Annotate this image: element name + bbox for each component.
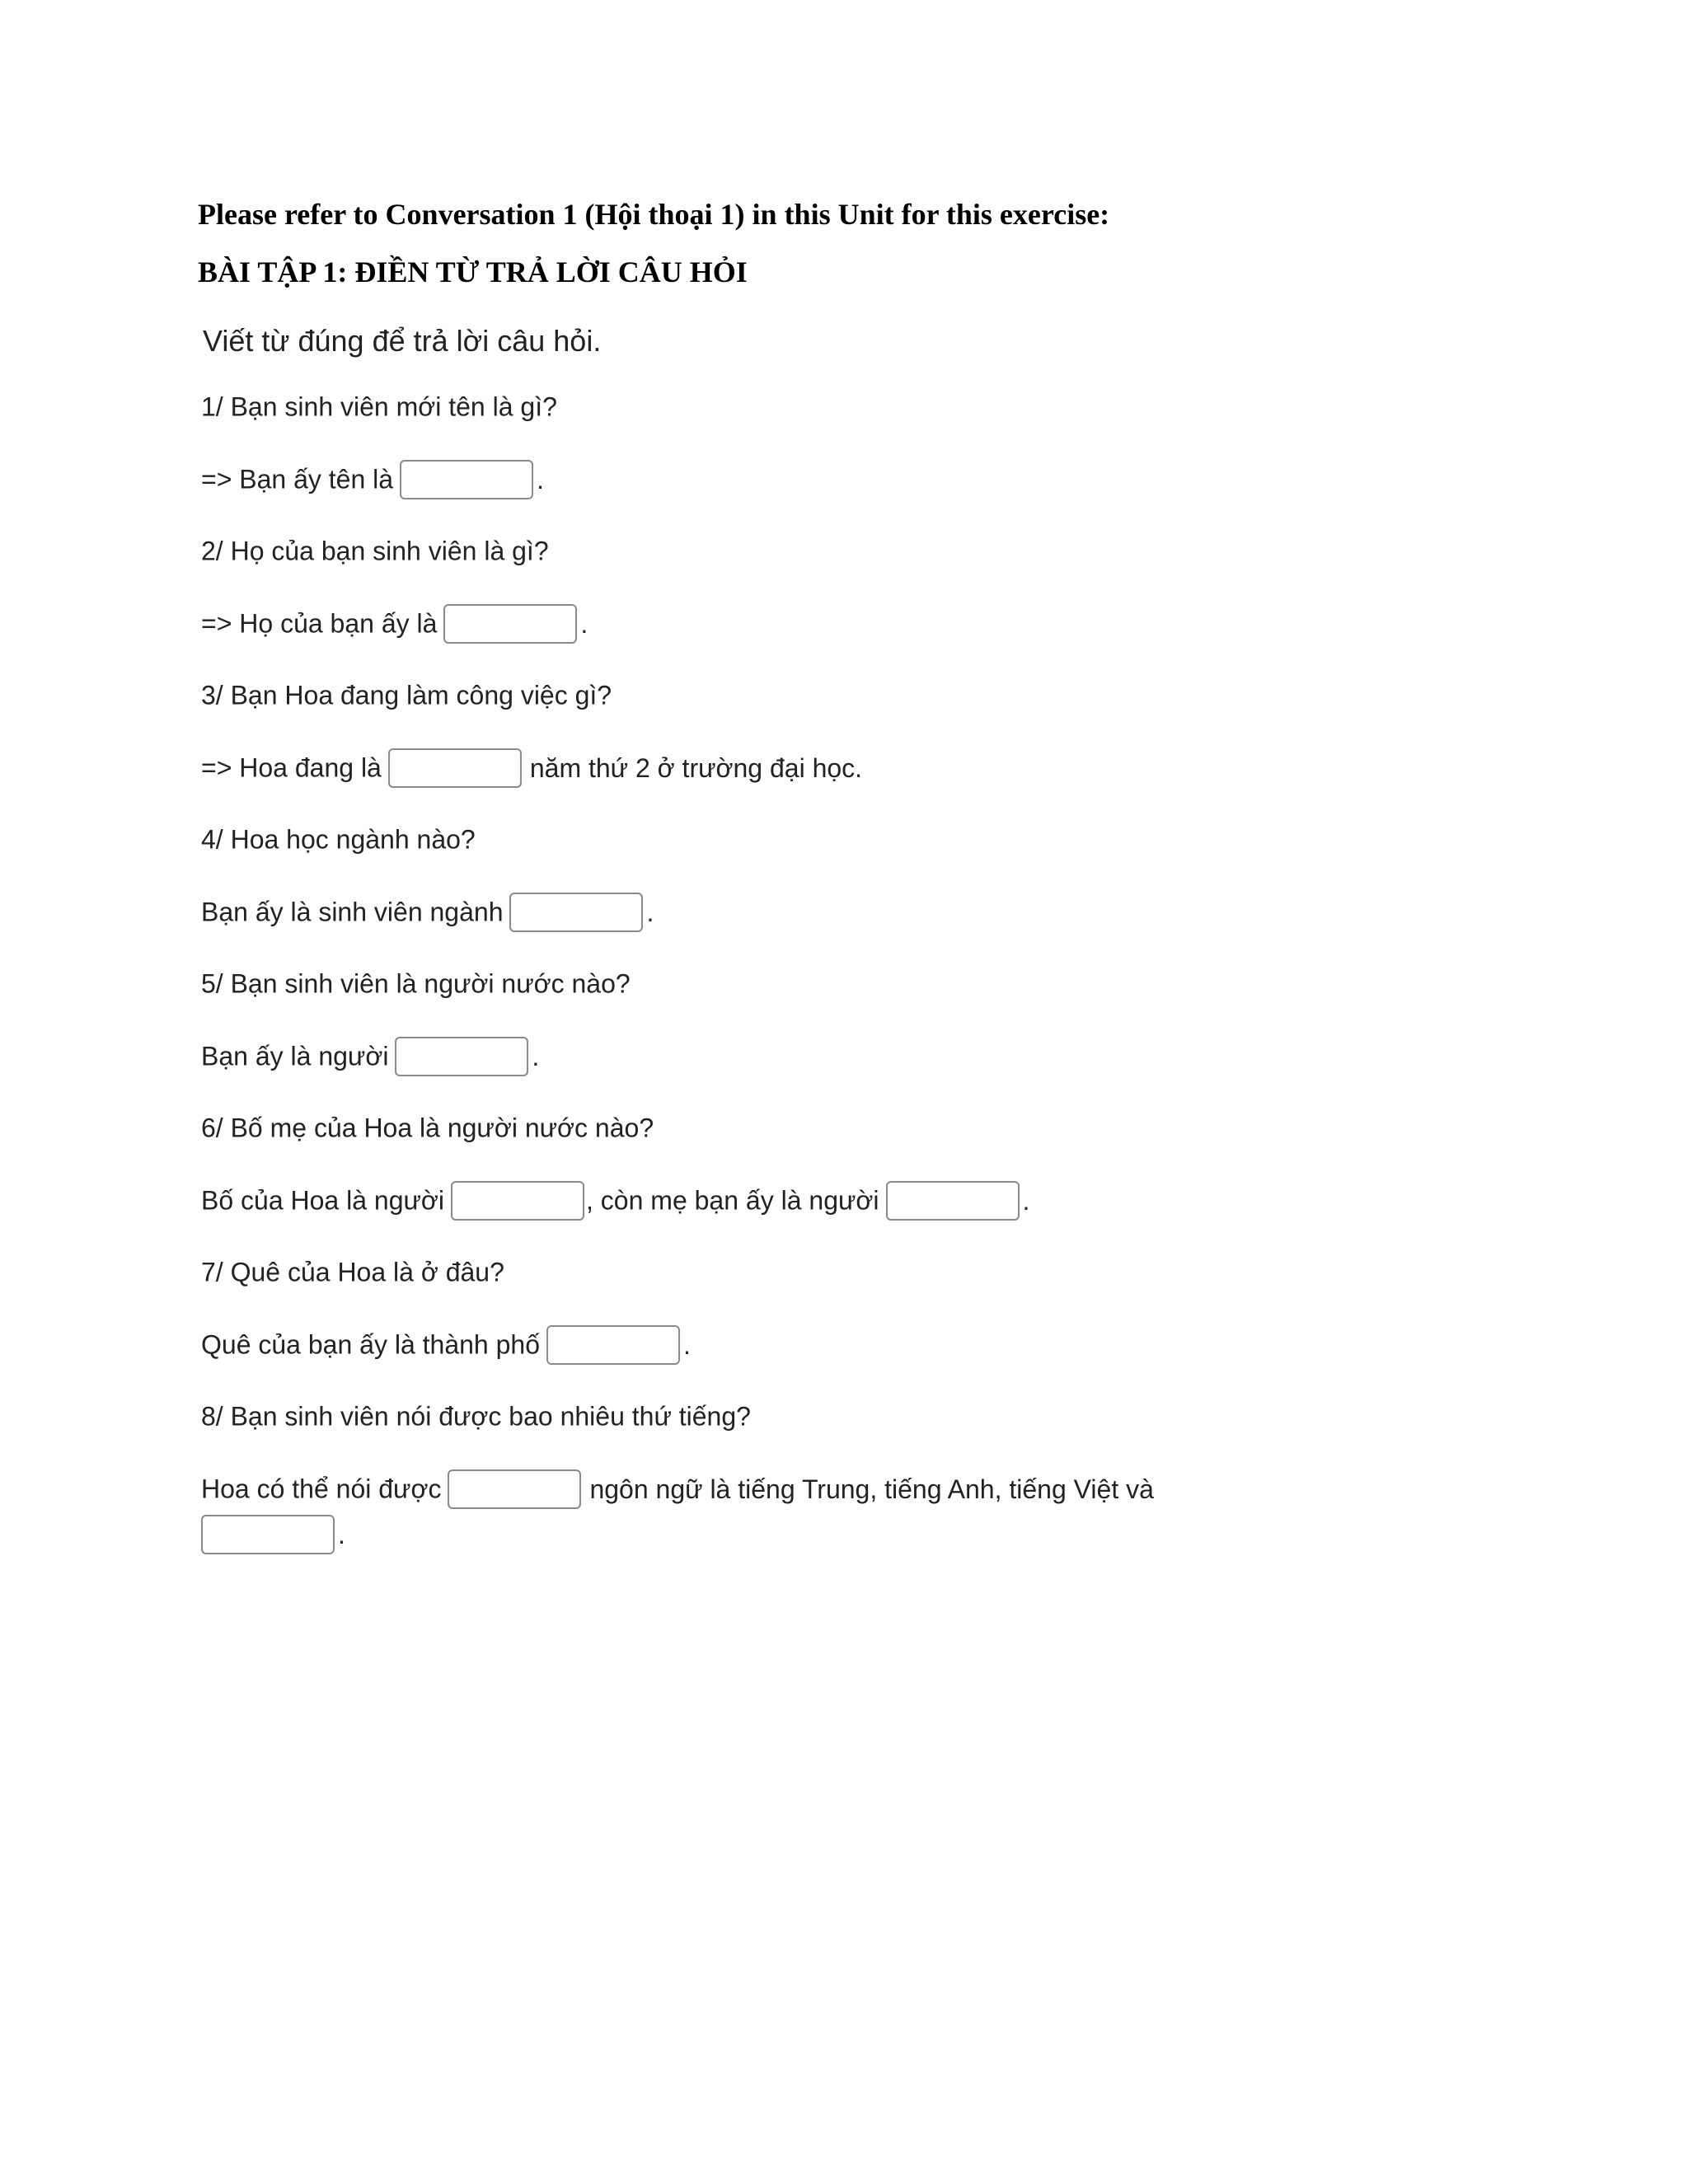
answer-8-middle: ngôn ngữ là tiếng Trung, tiếng Anh, tiếng Việt và bbox=[589, 1474, 1154, 1504]
answer-3-input[interactable] bbox=[388, 748, 522, 788]
answer-5-input[interactable] bbox=[395, 1037, 528, 1076]
answer-6-suffix: . bbox=[1022, 1185, 1030, 1216]
answer-1-row bbox=[201, 457, 544, 500]
question-2 bbox=[201, 528, 549, 572]
question-8-text: 8/ Bạn sinh viên nói được bao nhiêu thứ tiếng? bbox=[201, 1401, 751, 1432]
answer-6-father-input[interactable] bbox=[451, 1181, 584, 1221]
answer-5-prefix: Bạn ấy là người bbox=[201, 1041, 389, 1071]
answer-8-language-input[interactable] bbox=[201, 1515, 335, 1554]
answer-5-row bbox=[201, 1033, 539, 1077]
answer-6-row bbox=[201, 1178, 1029, 1221]
answer-2-suffix: . bbox=[580, 608, 588, 639]
answer-1-prefix: => Bạn ấy tên là bbox=[201, 464, 394, 494]
answer-4-prefix: Bạn ấy là sinh viên ngành bbox=[201, 897, 504, 927]
instruction-text: Viết từ đúng để trả lời câu hỏi. bbox=[203, 324, 602, 358]
answer-1-input[interactable] bbox=[400, 460, 533, 499]
answer-4-suffix: . bbox=[646, 897, 654, 927]
question-1 bbox=[201, 384, 557, 428]
question-3 bbox=[201, 673, 612, 716]
answer-6-middle: , còn mẹ bạn ấy là người bbox=[586, 1185, 879, 1216]
answer-6-prefix: Bố của Hoa là người bbox=[201, 1185, 445, 1216]
answer-8-count-input[interactable] bbox=[448, 1469, 581, 1509]
answer-8-prefix: Hoa có thể nói được bbox=[201, 1474, 442, 1504]
question-7 bbox=[201, 1249, 504, 1293]
answer-3-suffix: năm thứ 2 ở trường đại học. bbox=[529, 752, 863, 783]
answer-7-prefix: Quê của bạn ấy là thành phố bbox=[201, 1329, 540, 1360]
question-4-text: 4/ Hoa học ngành nào? bbox=[201, 824, 476, 855]
answer-8-suffix: . bbox=[338, 1519, 345, 1549]
question-2-text: 2/ Họ của bạn sinh viên là gì? bbox=[201, 536, 549, 566]
question-1-text: 1/ Bạn sinh viên mới tên là gì? bbox=[201, 391, 557, 422]
answer-7-row bbox=[201, 1322, 691, 1366]
answer-1-suffix: . bbox=[537, 464, 544, 494]
answer-5-suffix: . bbox=[532, 1041, 540, 1071]
answer-2-input[interactable] bbox=[443, 604, 577, 644]
question-7-text: 7/ Quê của Hoa là ở đâu? bbox=[201, 1257, 504, 1287]
answer-3-row bbox=[201, 745, 862, 789]
question-6 bbox=[201, 1105, 654, 1149]
question-4 bbox=[201, 817, 476, 860]
answer-7-suffix: . bbox=[682, 1329, 691, 1360]
answer-3-prefix: => Hoa đang là bbox=[201, 752, 382, 783]
question-8 bbox=[201, 1394, 751, 1437]
answer-2-row bbox=[201, 601, 588, 644]
answer-4-input[interactable] bbox=[509, 893, 643, 932]
answer-8-row bbox=[201, 1466, 1154, 1510]
intro-heading: Please refer to Conversation 1 (Hội thoại 1) in this Unit for this exercise: bbox=[198, 198, 1110, 231]
exercise-title: BÀI TẬP 1: ĐIỀN TỪ TRẢ LỜI CÂU HỎI bbox=[198, 255, 748, 288]
question-5 bbox=[201, 961, 631, 1005]
question-5-text: 5/ Bạn sinh viên là người nước nào? bbox=[201, 968, 631, 999]
answer-2-prefix: => Họ của bạn ấy là bbox=[201, 608, 438, 639]
question-3-text: 3/ Bạn Hoa đang làm công việc gì? bbox=[201, 680, 612, 710]
answer-6-mother-input[interactable] bbox=[886, 1181, 1020, 1221]
answer-7-input[interactable] bbox=[546, 1325, 680, 1365]
question-6-text: 6/ Bố mẹ của Hoa là người nước nào? bbox=[201, 1113, 654, 1143]
answer-4-row bbox=[201, 889, 654, 933]
answer-8-row-continued bbox=[201, 1511, 345, 1555]
